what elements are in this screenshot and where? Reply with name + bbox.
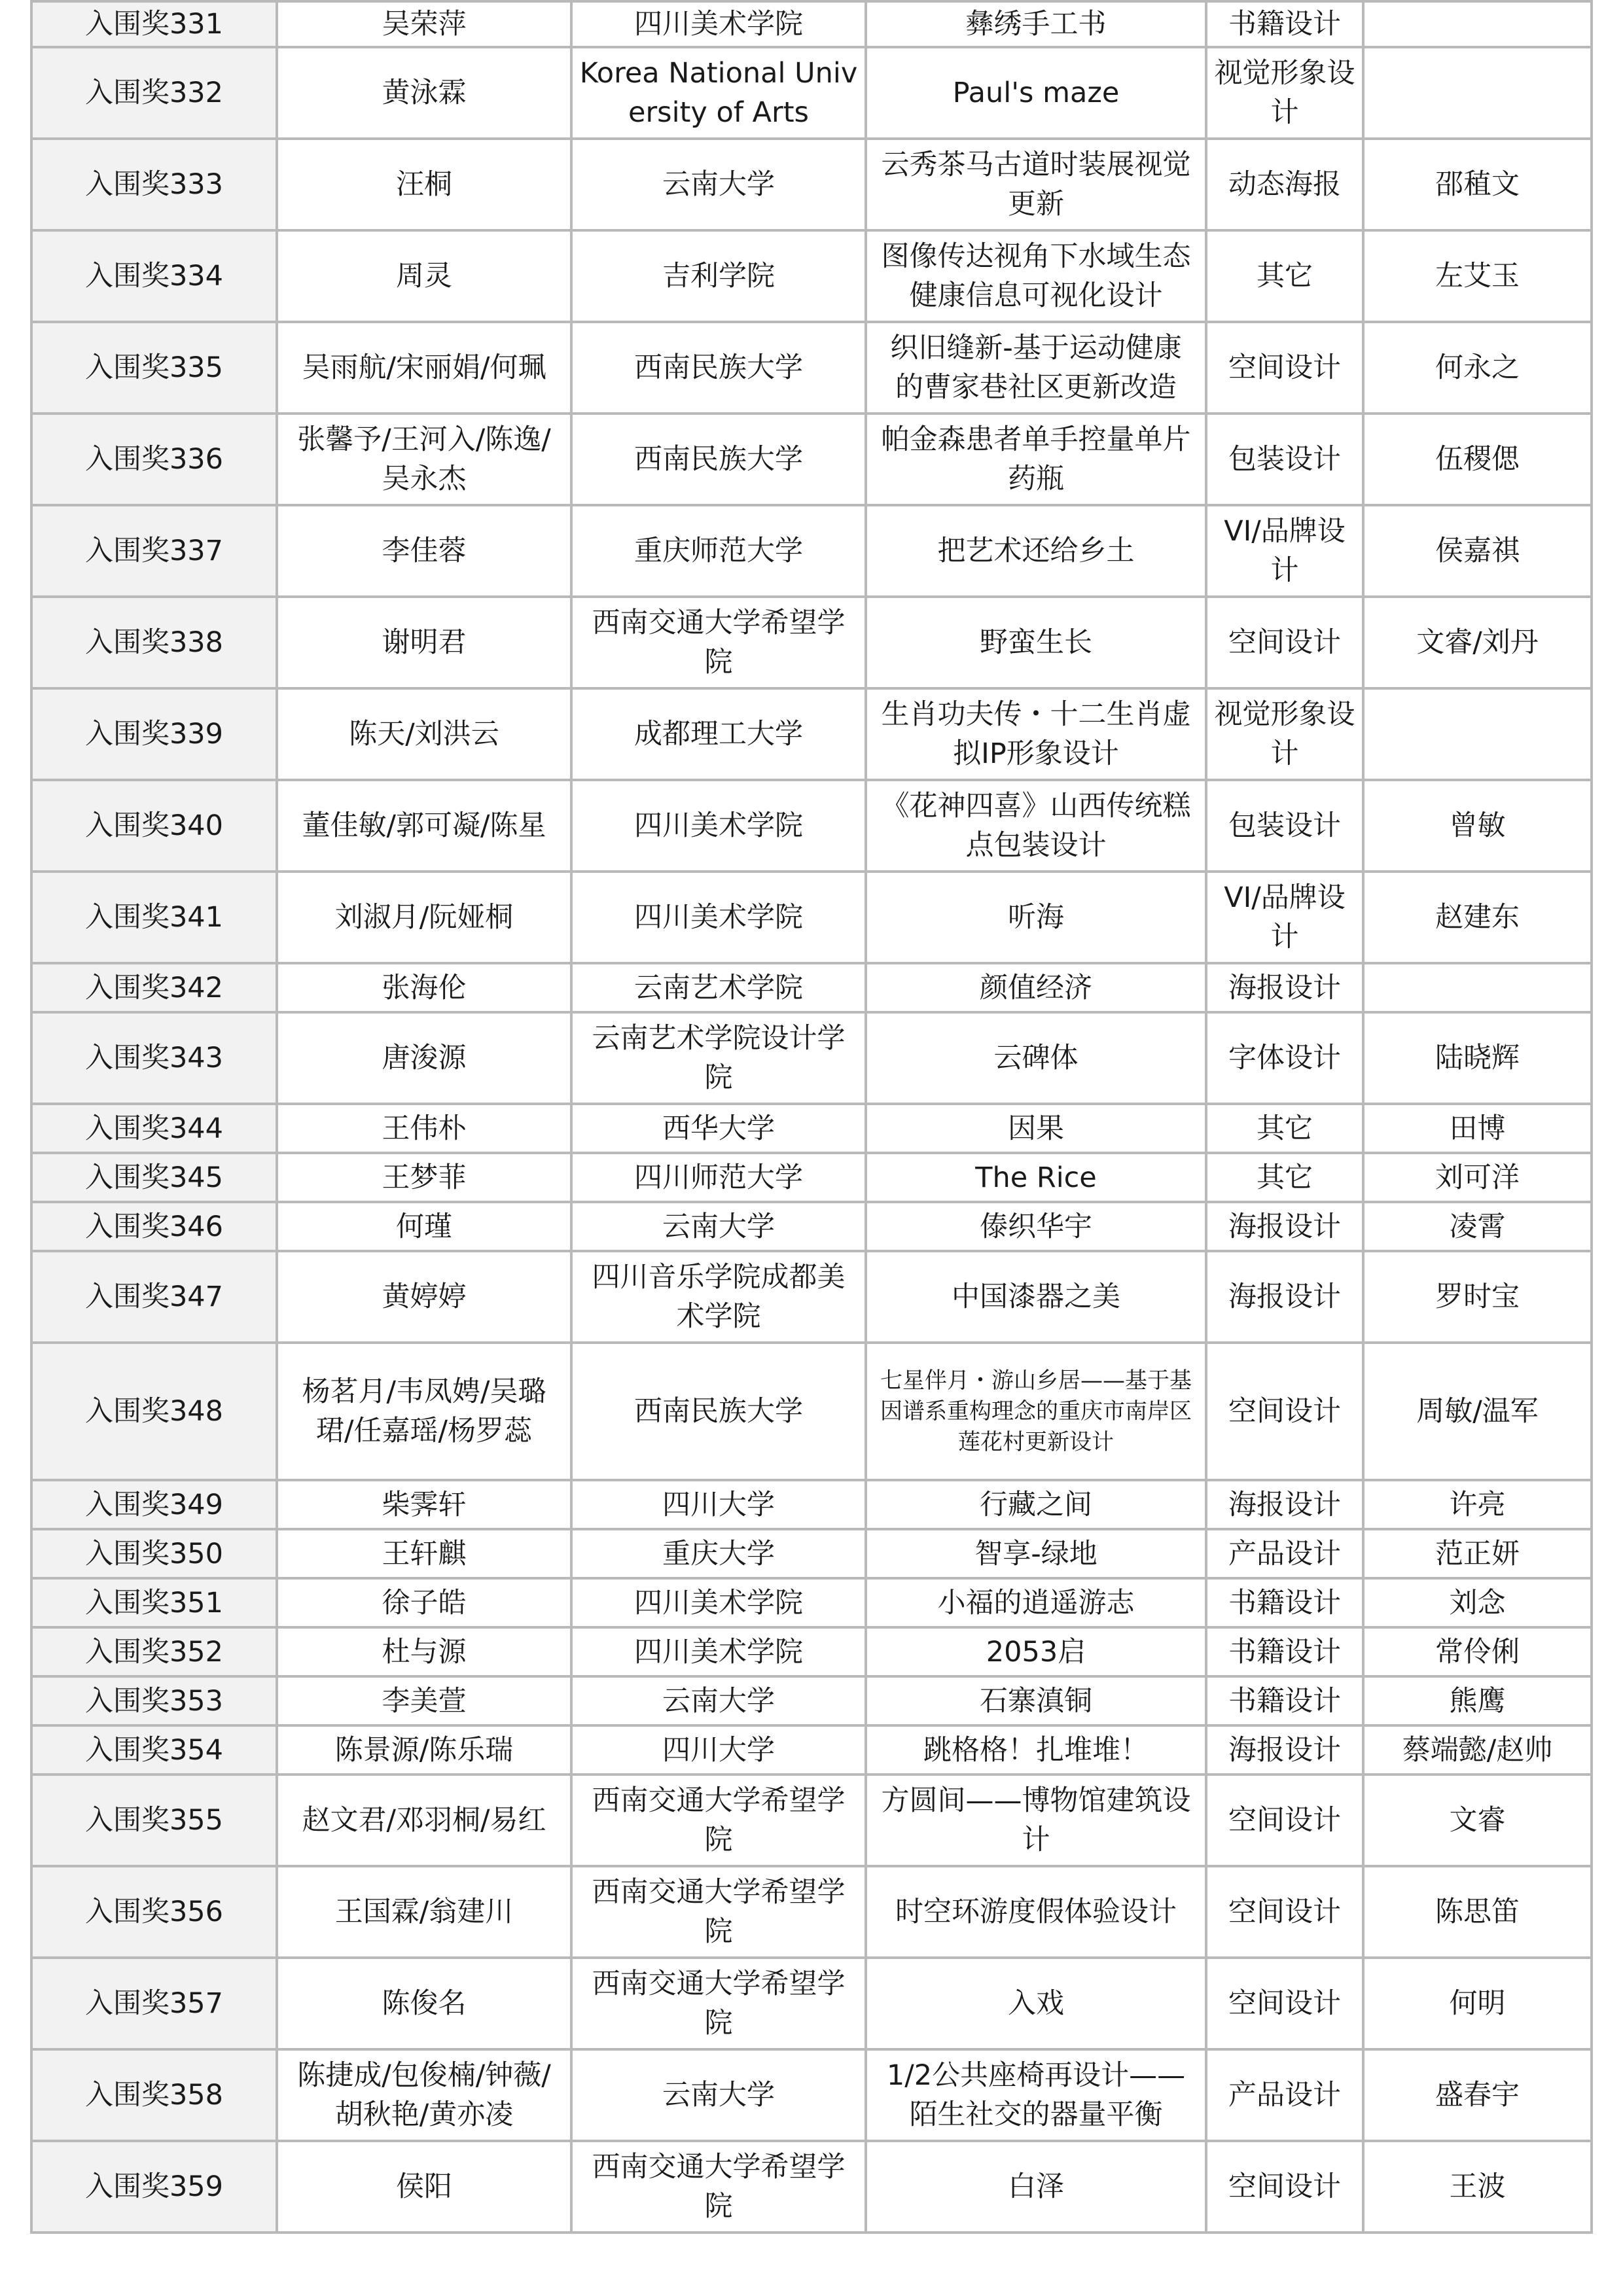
author-cell: 黄婷婷: [277, 1251, 571, 1343]
advisor-cell: 凌霄: [1363, 1202, 1592, 1251]
work-title-cell: 智享-绿地: [866, 1529, 1206, 1578]
school-cell: 四川师范大学: [571, 1153, 866, 1202]
category-cell: 书籍设计: [1206, 1627, 1363, 1676]
work-title-cell: The Rice: [866, 1153, 1206, 1202]
category-cell: 空间设计: [1206, 1958, 1363, 2049]
author-cell: 王国霖/翁建川: [277, 1866, 571, 1958]
work-title-cell: 行藏之间: [866, 1480, 1206, 1529]
work-title-cell: 生肖功夫传・十二生肖虚拟IP形象设计: [866, 688, 1206, 780]
school-cell: Korea National University of Arts: [571, 47, 866, 139]
work-title-cell: 七星伴月・游山乡居——基于基因谱系重构理念的重庆市南岸区莲花村更新设计: [866, 1343, 1206, 1480]
table-row: [31, 1343, 1592, 1480]
award-number-cell: 入围奖351: [31, 1578, 277, 1627]
work-title-cell: 因果: [866, 1104, 1206, 1153]
table-row: [31, 872, 1592, 963]
category-cell: 其它: [1206, 1153, 1363, 1202]
award-number-cell: 入围奖340: [31, 780, 277, 872]
table-row: [31, 139, 1592, 230]
award-number-cell: 入围奖354: [31, 1725, 277, 1775]
category-cell: 海报设计: [1206, 963, 1363, 1012]
category-cell: 海报设计: [1206, 1725, 1363, 1775]
author-cell: 王伟朴: [277, 1104, 571, 1153]
table-row: [31, 1866, 1592, 1958]
table-row: [31, 1627, 1592, 1676]
work-title-cell: 中国漆器之美: [866, 1251, 1206, 1343]
table-row: [31, 1725, 1592, 1775]
school-cell: 西南交通大学希望学院: [571, 1775, 866, 1866]
author-cell: 徐子皓: [277, 1578, 571, 1627]
advisor-cell: 曾敏: [1363, 780, 1592, 872]
award-number-cell: 入围奖332: [31, 47, 277, 139]
school-cell: 重庆师范大学: [571, 505, 866, 597]
award-number-cell: 入围奖350: [31, 1529, 277, 1578]
award-number-cell: 入围奖349: [31, 1480, 277, 1529]
author-cell: 陈俊名: [277, 1958, 571, 2049]
author-cell: 李佳蓉: [277, 505, 571, 597]
category-cell: VI/品牌设计: [1206, 505, 1363, 597]
table-row: [31, 780, 1592, 872]
author-cell: 唐浚源: [277, 1012, 571, 1104]
work-title-cell: 跳格格！扎堆堆！: [866, 1725, 1206, 1775]
category-cell: 海报设计: [1206, 1480, 1363, 1529]
advisor-cell: 罗时宝: [1363, 1251, 1592, 1343]
table-row: [31, 2141, 1592, 2233]
table-row: [31, 1202, 1592, 1251]
award-number-cell: 入围奖335: [31, 322, 277, 414]
advisor-cell: [1363, 688, 1592, 780]
award-number-cell: 入围奖341: [31, 872, 277, 963]
work-title-cell: 入戏: [866, 1958, 1206, 2049]
award-number-cell: 入围奖352: [31, 1627, 277, 1676]
advisor-cell: 赵建东: [1363, 872, 1592, 963]
category-cell: 包装设计: [1206, 414, 1363, 505]
advisor-cell: 熊鹰: [1363, 1676, 1592, 1725]
school-cell: 四川美术学院: [571, 1578, 866, 1627]
award-number-cell: 入围奖355: [31, 1775, 277, 1866]
author-cell: 陈天/刘洪云: [277, 688, 571, 780]
award-number-cell: 入围奖353: [31, 1676, 277, 1725]
school-cell: 云南大学: [571, 139, 866, 230]
school-cell: 西南民族大学: [571, 1343, 866, 1480]
advisor-cell: [1363, 47, 1592, 139]
author-cell: 侯阳: [277, 2141, 571, 2233]
author-cell: 吴荣萍: [277, 1, 571, 47]
advisor-cell: 陈思笛: [1363, 1866, 1592, 1958]
work-title-cell: 白泽: [866, 2141, 1206, 2233]
school-cell: 四川大学: [571, 1480, 866, 1529]
table-row: [31, 1480, 1592, 1529]
award-number-cell: 入围奖344: [31, 1104, 277, 1153]
table-row: [31, 1, 1592, 47]
school-cell: 重庆大学: [571, 1529, 866, 1578]
school-cell: 四川美术学院: [571, 780, 866, 872]
category-cell: 海报设计: [1206, 1251, 1363, 1343]
work-title-cell: 帕金森患者单手控量单片药瓶: [866, 414, 1206, 505]
category-cell: 海报设计: [1206, 1202, 1363, 1251]
advisor-cell: 王波: [1363, 2141, 1592, 2233]
work-title-cell: 1/2公共座椅再设计——陌生社交的器量平衡: [866, 2049, 1206, 2141]
author-cell: 黄泳霖: [277, 47, 571, 139]
award-number-cell: 入围奖356: [31, 1866, 277, 1958]
work-title-cell: 把艺术还给乡土: [866, 505, 1206, 597]
category-cell: 其它: [1206, 1104, 1363, 1153]
advisor-cell: 刘可洋: [1363, 1153, 1592, 1202]
award-number-cell: 入围奖333: [31, 139, 277, 230]
school-cell: 西南交通大学希望学院: [571, 597, 866, 688]
school-cell: 云南艺术学院设计学院: [571, 1012, 866, 1104]
category-cell: 字体设计: [1206, 1012, 1363, 1104]
category-cell: 视觉形象设计: [1206, 688, 1363, 780]
author-cell: 柴霁轩: [277, 1480, 571, 1529]
author-cell: 董佳敏/郭可凝/陈星: [277, 780, 571, 872]
work-title-cell: 彝绣手工书: [866, 1, 1206, 47]
author-cell: 王梦菲: [277, 1153, 571, 1202]
category-cell: 空间设计: [1206, 1343, 1363, 1480]
table-row: [31, 1251, 1592, 1343]
category-cell: 产品设计: [1206, 2049, 1363, 2141]
table-row: [31, 1676, 1592, 1725]
table-row: [31, 322, 1592, 414]
award-number-cell: 入围奖359: [31, 2141, 277, 2233]
work-title-cell: 《花神四喜》山西传统糕点包装设计: [866, 780, 1206, 872]
table-row: [31, 414, 1592, 505]
school-cell: 吉利学院: [571, 230, 866, 322]
award-number-cell: 入围奖338: [31, 597, 277, 688]
award-number-cell: 入围奖348: [31, 1343, 277, 1480]
school-cell: 西南民族大学: [571, 414, 866, 505]
category-cell: 空间设计: [1206, 1775, 1363, 1866]
advisor-cell: 周敏/温军: [1363, 1343, 1592, 1480]
advisor-cell: 何明: [1363, 1958, 1592, 2049]
work-title-cell: 石寨滇铜: [866, 1676, 1206, 1725]
school-cell: 成都理工大学: [571, 688, 866, 780]
award-number-cell: 入围奖343: [31, 1012, 277, 1104]
award-number-cell: 入围奖336: [31, 414, 277, 505]
advisor-cell: 文睿/刘丹: [1363, 597, 1592, 688]
advisor-cell: 文睿: [1363, 1775, 1592, 1866]
advisor-cell: 田博: [1363, 1104, 1592, 1153]
category-cell: 书籍设计: [1206, 1, 1363, 47]
advisor-cell: 邵稙文: [1363, 139, 1592, 230]
author-cell: 杨茗月/韦凤娉/吴璐珺/任嘉瑶/杨罗蕊: [277, 1343, 571, 1480]
author-cell: 赵文君/邓羽桐/易红: [277, 1775, 571, 1866]
work-title-cell: 傣织华宇: [866, 1202, 1206, 1251]
category-cell: 包装设计: [1206, 780, 1363, 872]
author-cell: 王轩麒: [277, 1529, 571, 1578]
advisor-cell: 刘念: [1363, 1578, 1592, 1627]
school-cell: 西南交通大学希望学院: [571, 2141, 866, 2233]
work-title-cell: 颜值经济: [866, 963, 1206, 1012]
work-title-cell: 云碑体: [866, 1012, 1206, 1104]
category-cell: 空间设计: [1206, 1866, 1363, 1958]
author-cell: 刘淑月/阮娅桐: [277, 872, 571, 963]
table-row: [31, 1104, 1592, 1153]
category-cell: 空间设计: [1206, 322, 1363, 414]
table-row: [31, 1153, 1592, 1202]
work-title-cell: 方圆间——博物馆建筑设计: [866, 1775, 1206, 1866]
table-row: [31, 230, 1592, 322]
category-cell: 动态海报: [1206, 139, 1363, 230]
author-cell: 谢明君: [277, 597, 571, 688]
table-row: [31, 2049, 1592, 2141]
award-number-cell: 入围奖339: [31, 688, 277, 780]
table-row: [31, 1958, 1592, 2049]
advisor-cell: [1363, 1, 1592, 47]
author-cell: 汪桐: [277, 139, 571, 230]
work-title-cell: 2053启: [866, 1627, 1206, 1676]
advisor-cell: 范正妍: [1363, 1529, 1592, 1578]
school-cell: 西华大学: [571, 1104, 866, 1153]
school-cell: 云南大学: [571, 1202, 866, 1251]
table-row: [31, 1578, 1592, 1627]
advisor-cell: 何永之: [1363, 322, 1592, 414]
advisor-cell: 许亮: [1363, 1480, 1592, 1529]
author-cell: 张馨予/王河入/陈逸/吴永杰: [277, 414, 571, 505]
work-title-cell: 图像传达视角下水域生态健康信息可视化设计: [866, 230, 1206, 322]
category-cell: 其它: [1206, 230, 1363, 322]
award-number-cell: 入围奖337: [31, 505, 277, 597]
award-number-cell: 入围奖358: [31, 2049, 277, 2141]
advisor-cell: 陆晓辉: [1363, 1012, 1592, 1104]
category-cell: 空间设计: [1206, 2141, 1363, 2233]
award-number-cell: 入围奖342: [31, 963, 277, 1012]
author-cell: 陈景源/陈乐瑞: [277, 1725, 571, 1775]
author-cell: 陈捷成/包俊楠/钟薇/胡秋艳/黄亦凌: [277, 2049, 571, 2141]
award-number-cell: 入围奖346: [31, 1202, 277, 1251]
author-cell: 吴雨航/宋丽娟/何珮: [277, 322, 571, 414]
category-cell: 书籍设计: [1206, 1676, 1363, 1725]
advisor-cell: 左艾玉: [1363, 230, 1592, 322]
author-cell: 张海伦: [277, 963, 571, 1012]
category-cell: 空间设计: [1206, 597, 1363, 688]
advisor-cell: 常伶俐: [1363, 1627, 1592, 1676]
work-title-cell: 云秀茶马古道时装展视觉更新: [866, 139, 1206, 230]
category-cell: 书籍设计: [1206, 1578, 1363, 1627]
school-cell: 云南艺术学院: [571, 963, 866, 1012]
award-number-cell: 入围奖331: [31, 1, 277, 47]
table-row: [31, 505, 1592, 597]
school-cell: 云南大学: [571, 2049, 866, 2141]
school-cell: 四川美术学院: [571, 1, 866, 47]
advisor-cell: 盛春宇: [1363, 2049, 1592, 2141]
table-row: [31, 1012, 1592, 1104]
table-row: [31, 688, 1592, 780]
work-title-cell: 小福的逍遥游志: [866, 1578, 1206, 1627]
category-cell: VI/品牌设计: [1206, 872, 1363, 963]
work-title-cell: Paul's maze: [866, 47, 1206, 139]
work-title-cell: 时空环游度假体验设计: [866, 1866, 1206, 1958]
author-cell: 李美萱: [277, 1676, 571, 1725]
author-cell: 何瑾: [277, 1202, 571, 1251]
work-title-cell: 野蛮生长: [866, 597, 1206, 688]
table-row: [31, 47, 1592, 139]
table-row: [31, 963, 1592, 1012]
school-cell: 西南交通大学希望学院: [571, 1866, 866, 1958]
table-row: [31, 597, 1592, 688]
award-number-cell: 入围奖357: [31, 1958, 277, 2049]
author-cell: 周灵: [277, 230, 571, 322]
work-title-cell: 织旧缝新-基于运动健康的曹家巷社区更新改造: [866, 322, 1206, 414]
school-cell: 四川大学: [571, 1725, 866, 1775]
table-row: [31, 1775, 1592, 1866]
work-title-cell: 听海: [866, 872, 1206, 963]
advisor-cell: 伍稷偲: [1363, 414, 1592, 505]
category-cell: 产品设计: [1206, 1529, 1363, 1578]
award-list-table: [30, 0, 1593, 2234]
school-cell: 云南大学: [571, 1676, 866, 1725]
school-cell: 西南交通大学希望学院: [571, 1958, 866, 2049]
advisor-cell: 侯嘉祺: [1363, 505, 1592, 597]
category-cell: 视觉形象设计: [1206, 47, 1363, 139]
advisor-cell: [1363, 963, 1592, 1012]
table-row: [31, 1529, 1592, 1578]
award-number-cell: 入围奖334: [31, 230, 277, 322]
award-number-cell: 入围奖347: [31, 1251, 277, 1343]
school-cell: 四川美术学院: [571, 872, 866, 963]
school-cell: 西南民族大学: [571, 322, 866, 414]
award-list-body: [31, 1, 1592, 2233]
award-number-cell: 入围奖345: [31, 1153, 277, 1202]
school-cell: 四川美术学院: [571, 1627, 866, 1676]
advisor-cell: 蔡端懿/赵帅: [1363, 1725, 1592, 1775]
author-cell: 杜与源: [277, 1627, 571, 1676]
school-cell: 四川音乐学院成都美术学院: [571, 1251, 866, 1343]
